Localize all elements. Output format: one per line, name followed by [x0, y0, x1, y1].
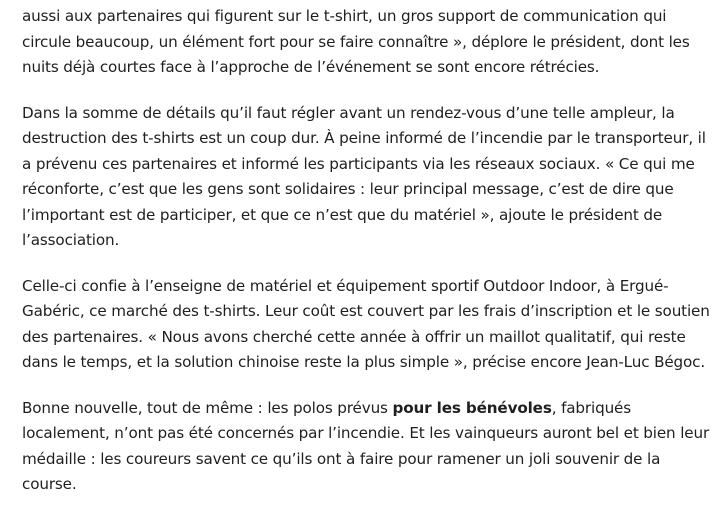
article-paragraph-1: aussi aux partenaires qui figurent sur le t-shirt, un gros support de communication qui circule beaucoup, un élément fort pour se faire connaître », déplore le président, dont les nuits déjà courtes face à l’approche de l’événement se sont encore rétrécies. — [22, 7, 690, 76]
paragraph-4-text-after: , fabriqués localement, n’ont pas été concernés par l’incendie. Et les vainqueurs auront bel et bien leur médaille : les coureurs savent ce qu’ils ont à faire pour ramener un joli souvenir de la course. — [22, 398, 710, 493]
article-body — [22, 4, 719, 518]
article-paragraph-3: Celle-ci confie à l’enseigne de matériel et équipement sportif Outdoor Indoor, à Ergué-Gabéric, ce marché des t-shirts. Leur coût est couvert par les frais d’inscription et le soutien des partenaires. « Nous avons cherché cette année à offrir un maillot qualitatif, qui reste dans le temps, et la solution chinoise reste la plus simple », précise encore Jean-Luc Bégoc. — [22, 276, 710, 371]
article-paragraph-4 — [22, 396, 719, 498]
paragraph-4-text-before: Bonne nouvelle, tout de même : les polos prévus — [22, 398, 393, 417]
article-paragraph-2: Dans la somme de détails qu’il faut régler avant un rendez-vous d’une telle ampleur, la destruction des t-shirts est un coup dur. À peine informé de l’incendie par le transporteur, il a prévenu ces partenaires et informé les participants via les réseaux sociaux. « Ce qui me réconforte, c’est que les gens sont solidaires : leur principal message, c’est de dire que l’important est de participer, et que ce n’est que du matériel », ajoute le président de l’association. — [22, 103, 706, 249]
bold-phrase-benevoles: pour les bénévoles — [392, 398, 552, 417]
